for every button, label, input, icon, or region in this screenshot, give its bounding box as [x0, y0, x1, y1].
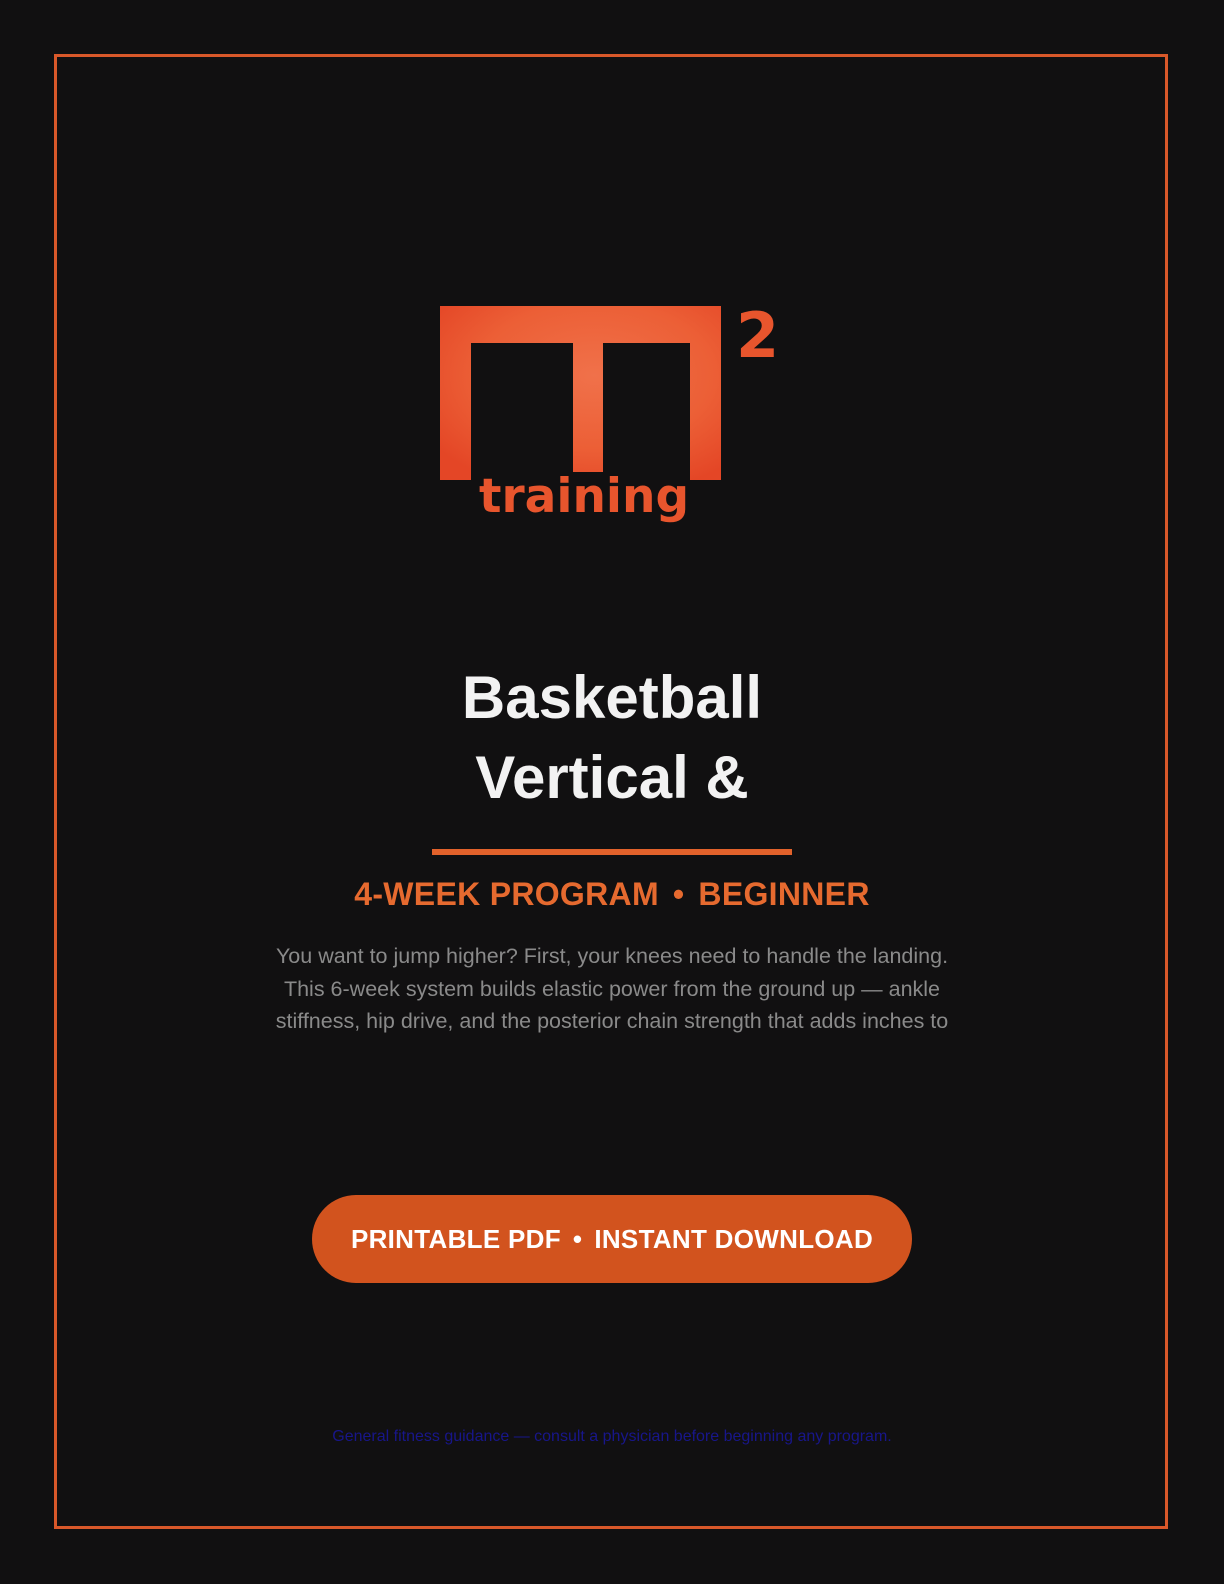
subtitle-separator: • [672, 876, 685, 912]
program-subtitle [0, 874, 1224, 914]
download-badge-button[interactable] [312, 1195, 912, 1283]
cta-download-label: INSTANT DOWNLOAD [594, 1224, 874, 1254]
description-line: This 6-week system builds elastic power from the ground up — ankle [283, 976, 941, 1001]
program-level: BEGINNER [698, 876, 870, 912]
m2-training-logo [440, 300, 785, 535]
logo-wordmark: training [479, 469, 690, 524]
logo-superscript: 2 [736, 300, 780, 372]
medical-disclaimer: General fitness guidance — consult a physician before beginning any program. [332, 1428, 892, 1445]
m2-logo-mark [440, 300, 785, 535]
title-divider [432, 849, 792, 855]
program-duration: 4-WEEK PROGRAM [354, 876, 659, 912]
program-title-line-1: Basketball [461, 664, 763, 731]
description-line: stiffness, hip drive, and the posterior chain strength that adds inches to [275, 1009, 949, 1033]
description-line: You want to jump higher? First, your knees need to handle the landing. [275, 944, 949, 968]
program-title-line-2: Vertical & [475, 744, 749, 811]
cta-separator: • [572, 1224, 583, 1254]
cta-format-label: PRINTABLE PDF [350, 1224, 561, 1254]
program-description [230, 940, 994, 1038]
